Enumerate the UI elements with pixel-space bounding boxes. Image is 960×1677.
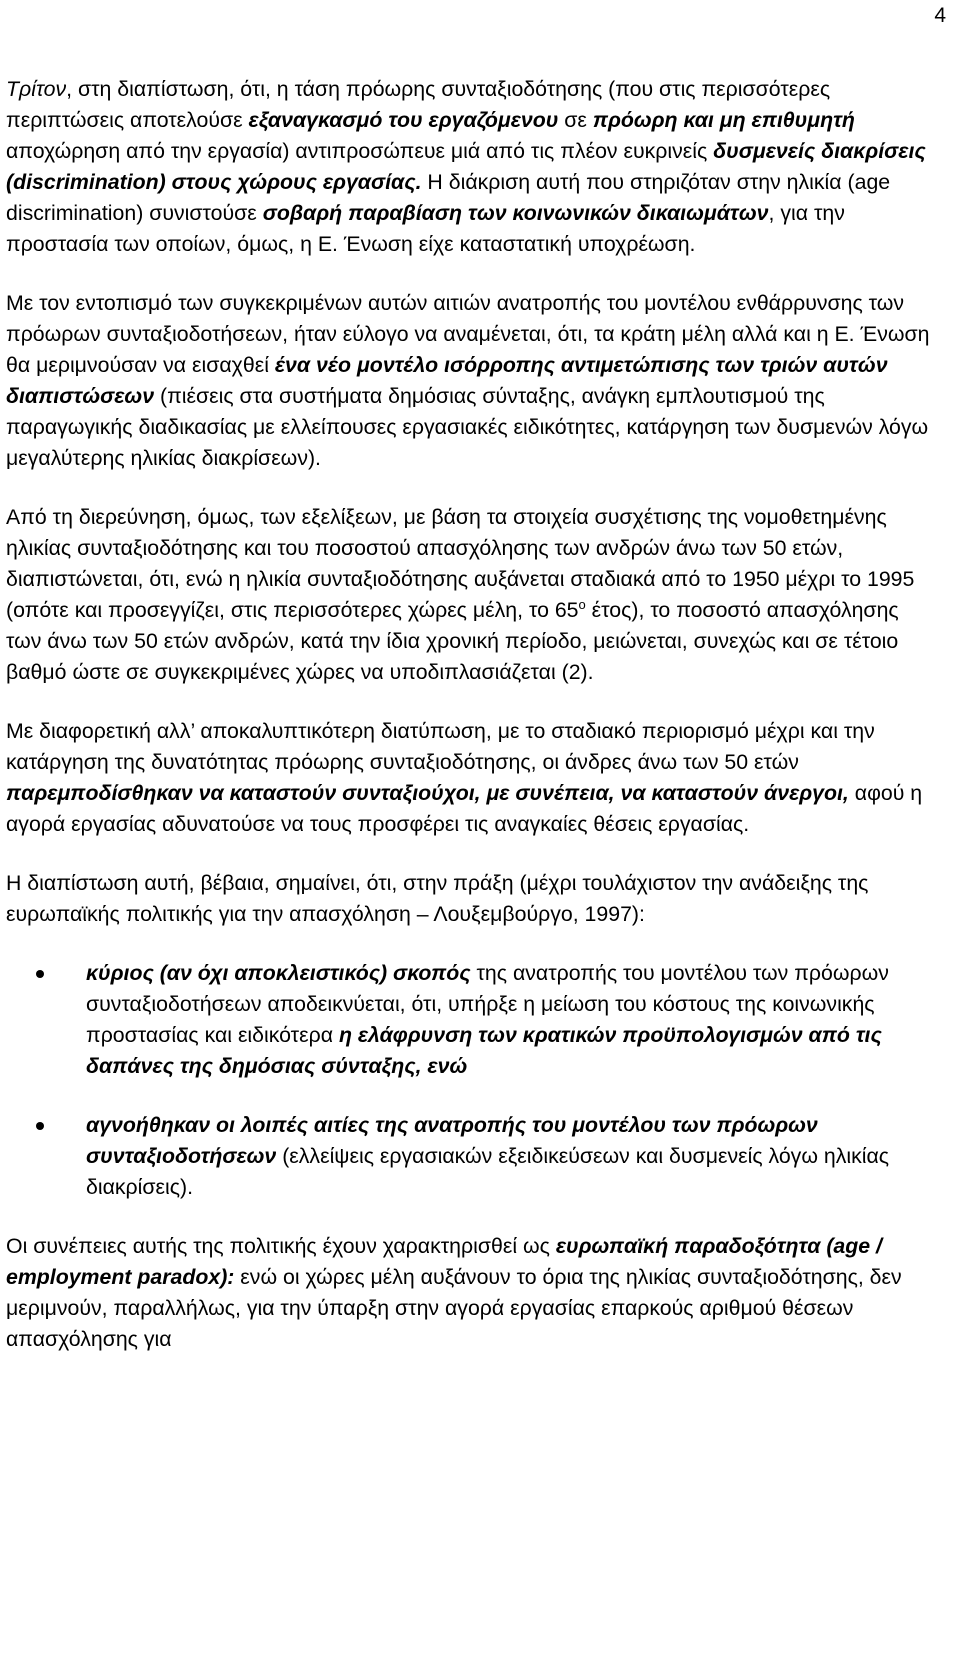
text-span: αφού η αγορά εργασίας αδυνατούσε να τους προσφέρει τις αναγκαίες θέσεις εργασίας. xyxy=(6,781,923,836)
superscript: ο xyxy=(578,596,586,612)
text-span: αποχώρηση από την εργασία) αντιπροσώπευε μιά από τις πλέον ευκρινείς xyxy=(6,139,714,163)
text-span: ενώ οι χώρες μέλη αυξάνουν το όρια της ηλικίας συνταξιοδότησης, δεν μεριμνούν, παραλλήλως, για την ύπαρξη στην αγορά εργασίας επαρκούς αριθμού θέσεων απασχόλησης για xyxy=(6,1265,902,1351)
text-span: έτος), το ποσοστό απασχόλησης των άνω των 50 ετών ανδρών, κατά την ίδια χρονική περίοδο, μειώνεται, συνεχώς και σε τέτοιο βαθμό ώστε σε συγκεκριμένες χώρες να υποδιπλασιάζεται (2). xyxy=(6,598,899,684)
text-span: της ανατροπής του μοντέλου των πρόωρων συνταξιοδοτήσεων αποδεικνύεται, ότι, υπήρξε η μείωση του κόστους της κοινωνικής προστασίας και ειδικότερα xyxy=(86,961,889,1047)
text-span: Με τον εντοπισμό των συγκεκριμένων αυτών αιτιών ανατροπής του μοντέλου ενθάρρυνσης των πρόωρων συνταξιοδοτήσεων, ήταν εύλογο να αναμένεται, ότι, τα κράτη μέλη αλλά και η Ε. Ένωση θα μεριμνούσαν να εισαχθεί xyxy=(6,291,930,377)
emphasis-text: δυσμενείς διακρίσεις (discrimination) στους χώρους εργασίας. xyxy=(6,139,926,194)
bullet-list xyxy=(6,958,936,1203)
text-span: σε xyxy=(558,108,593,132)
emphasis-text: ένα νέο μοντέλο ισόρροπης αντιμετώπισης των τριών αυτών διαπιστώσεων xyxy=(6,353,888,408)
text-span: Με διαφορετική αλλ’ αποκαλυπτικότερη διατύπωση, με το σταδιακό περιορισμό μέχρι και την κατάργηση της δυνατότητας πρόωρης συνταξιοδότησης, οι άνδρες άνω των 50 ετών xyxy=(6,719,875,774)
emphasis-text: παρεμποδίσθηκαν να καταστούν συνταξιούχοι, με συνέπεια, να καταστούν άνεργοι, xyxy=(6,781,849,805)
text-span: Οι συνέπειες αυτής της πολιτικής έχουν χαρακτηρισθεί ως xyxy=(6,1234,556,1258)
emphasis-text: εξαναγκασμό του εργαζόμενου xyxy=(248,108,559,132)
emphasis-text: ευρωπαϊκή παραδοξότητα (age / employment paradox): xyxy=(6,1234,882,1289)
document-body xyxy=(6,74,936,1383)
text-span: Η διαπίστωση αυτή, βέβαια, σημαίνει, ότι, στην πράξη (μέχρι τουλάχιστον την ανάδειξης της ευρωπαϊκής πολιτικής για την απασχόληση – Λουξεμβούργο, 1997): xyxy=(6,871,869,926)
paragraph-6 xyxy=(6,1231,936,1355)
emphasis-text: πρόωρη και μη επιθυμητή xyxy=(592,108,855,132)
text-span: Από τη διερεύνηση, όμως, των εξελίξεων, με βάση τα στοιχεία συσχέτισης της νομοθετημένης ηλικίας συνταξιοδότησης και του ποσοστού απασχόλησης των ανδρών άνω των 50 ετών, διαπιστώνεται, ότι, ενώ η ηλικία συνταξιοδότησης αυξάνεται σταδιακά από το 1950 μέχρι το 1995 (οπότε και προσεγγίζει, στις περισσότερες χώρες μέλη, το 65 xyxy=(6,505,915,622)
text-span: , στη διαπίστωση, ότι, η τάση πρόωρης συνταξιοδότησης (που στις περισσότερες περιπτώσεις αποτελούσε xyxy=(6,77,831,132)
paragraph-5 xyxy=(6,868,936,930)
bullet-icon xyxy=(36,1122,44,1130)
emphasis-text: σοβαρή παραβίαση των κοινωνικών δικαιωμάτων xyxy=(262,201,769,225)
paragraph-1 xyxy=(6,74,936,260)
emphasis-text: η ελάφρυνση των κρατικών προϋπολογισμών από τις δαπάνες της δημόσιας σύνταξης, ενώ xyxy=(86,1023,882,1078)
emphasis-text: αγνοήθηκαν οι λοιπές αιτίες της ανατροπής του μοντέλου των πρόωρων συνταξιοδοτήσεων xyxy=(86,1113,818,1168)
bullet-icon xyxy=(36,970,44,978)
text-span: (πιέσεις στα συστήματα δημόσιας σύνταξης, ανάγκη εμπλουτισμού της παραγωγικής διαδικασίας με ελλείπουσες εργασιακές ειδικότητες, κατάργηση των δυσμενών λόγω μεγαλύτερης ηλικίας διακρίσεων). xyxy=(6,384,929,470)
list-item xyxy=(6,958,936,1082)
paragraph-2 xyxy=(6,288,936,474)
text-span: (ελλείψεις εργασιακών εξειδικεύσεων και δυσμενείς λόγω ηλικίας διακρίσεις). xyxy=(86,1144,890,1199)
list-item xyxy=(6,1110,936,1203)
paragraph-3 xyxy=(6,502,936,688)
emphasis-text: κύριος (αν όχι αποκλειστικός) σκοπός xyxy=(86,961,471,985)
text-span: , για την προστασία των οποίων, όμως, η Ε. Ένωση είχε καταστατική υποχρέωση. xyxy=(6,201,845,256)
text-span: Τρίτον xyxy=(6,77,67,101)
page-number: 4 xyxy=(934,4,946,27)
text-span: Η διάκριση αυτή που στηριζόταν στην ηλικία (age discrimination) συνιστούσε xyxy=(6,170,891,225)
paragraph-4 xyxy=(6,716,936,840)
